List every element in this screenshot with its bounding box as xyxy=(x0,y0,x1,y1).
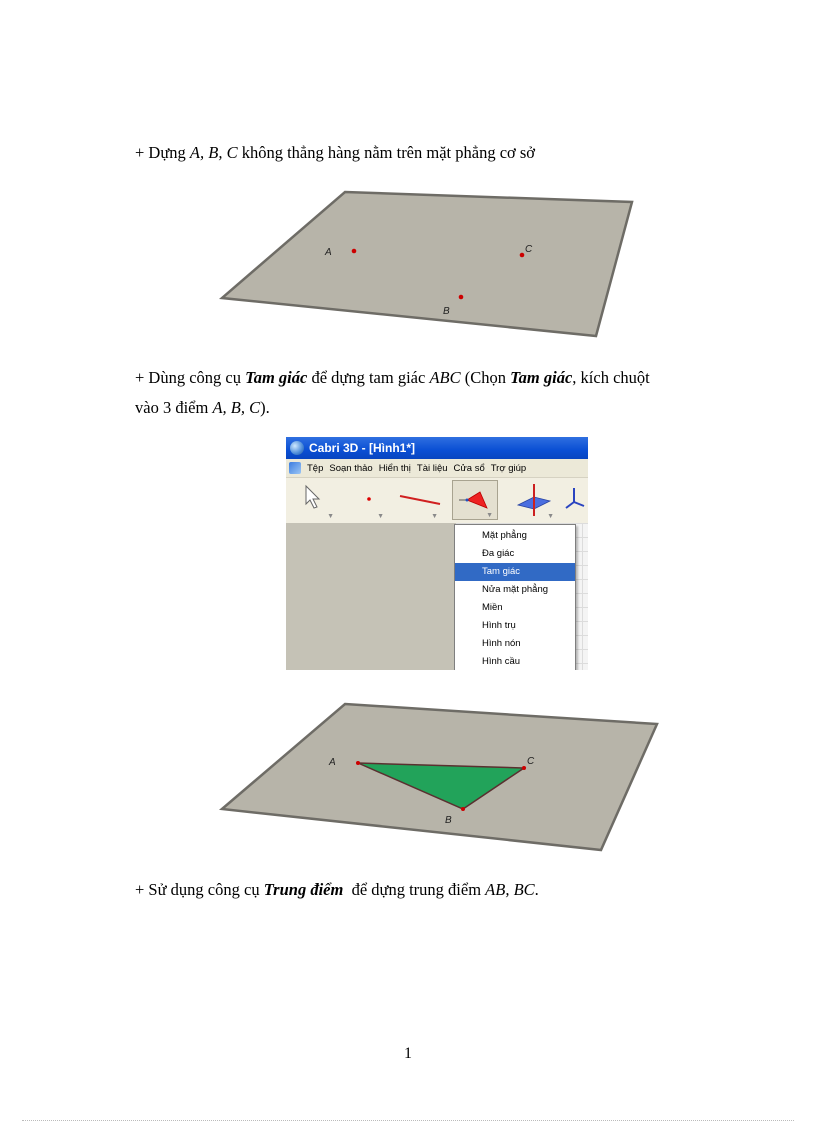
label-b: B xyxy=(443,306,450,317)
label-a: A xyxy=(329,757,336,768)
menu-item-triangle[interactable]: Tam giác xyxy=(455,563,575,581)
menu-item-region[interactable]: Miền xyxy=(482,602,503,613)
tool-caret-icon: ▼ xyxy=(327,513,334,520)
polygon-tool-menu xyxy=(454,524,576,670)
point-b xyxy=(461,807,465,811)
instruction-paragraph-3: + Sử dụng công cụ Trung điểm để dựng trung điểm AB, BC. xyxy=(135,880,539,899)
menu-item-sphere[interactable]: Hình cầu xyxy=(482,656,521,667)
menu-item-cylinder[interactable]: Hình trụ xyxy=(482,620,516,631)
polygon-tool[interactable] xyxy=(452,480,498,520)
menu-help[interactable]: Trợ giúp xyxy=(490,462,527,474)
point-tool[interactable] xyxy=(342,480,388,520)
page-number: 1 xyxy=(404,1045,412,1062)
document-icon xyxy=(289,462,301,474)
pointer-tool[interactable] xyxy=(292,480,338,520)
base-plane xyxy=(222,192,632,336)
menu-item-half-plane[interactable]: Nửa mặt phẳng xyxy=(482,584,549,595)
menu-item-polygon[interactable]: Đa giác xyxy=(482,548,515,559)
tool-caret-icon: ▼ xyxy=(431,513,438,520)
perpendicular-tool[interactable] xyxy=(512,480,558,520)
point-a xyxy=(352,249,357,254)
point-a xyxy=(356,761,360,765)
cabri-window xyxy=(286,437,588,670)
menu-window[interactable]: Cửa sổ xyxy=(453,462,485,474)
tool-name-bold: Tam giác xyxy=(245,368,308,387)
tool-caret-icon: ▼ xyxy=(486,512,493,519)
menu-item-cone[interactable]: Hình nón xyxy=(482,638,521,649)
figure-plane-triangle xyxy=(215,697,660,855)
toolbar xyxy=(286,478,588,524)
menu-file[interactable]: Tệp xyxy=(307,462,324,474)
tool-caret-icon: ▼ xyxy=(547,513,554,520)
menu-item-plane[interactable]: Mặt phẳng xyxy=(482,530,527,541)
menu-view[interactable]: Hiển thị xyxy=(378,462,411,474)
instruction-paragraph-1: + Dựng A, B, C không thẳng hàng nằm trên mặt phẳng cơ sở xyxy=(135,143,536,162)
point-b xyxy=(459,295,464,300)
point-c xyxy=(520,253,525,258)
label-c: C xyxy=(525,244,533,255)
page-footer-divider xyxy=(22,1120,794,1121)
label-b: B xyxy=(445,815,452,826)
label-c: C xyxy=(527,756,535,767)
figure-plane-points xyxy=(215,185,635,340)
line-tool[interactable] xyxy=(396,480,442,520)
point-c xyxy=(522,766,526,770)
window-titlebar xyxy=(286,437,588,459)
label-a: A xyxy=(325,247,332,258)
cabri-app-icon xyxy=(290,441,304,455)
window-title: Cabri 3D - [Hình1*] xyxy=(309,441,416,455)
menu-document[interactable]: Tài liệu xyxy=(416,462,448,474)
menu-bar xyxy=(286,459,588,478)
transform-tool[interactable] xyxy=(562,480,588,520)
instruction-paragraph-2: + Dùng công cụ Tam giác để dựng tam giác ABC (Chọn Tam giác, kích chuột vào 3 điểm A, B, C). xyxy=(135,368,650,417)
triangle-drawing xyxy=(215,697,660,855)
plane-drawing xyxy=(215,185,635,340)
axes-icon xyxy=(562,480,588,520)
menu-edit[interactable]: Soạn thảo xyxy=(329,462,373,474)
tool-caret-icon: ▼ xyxy=(377,513,384,520)
